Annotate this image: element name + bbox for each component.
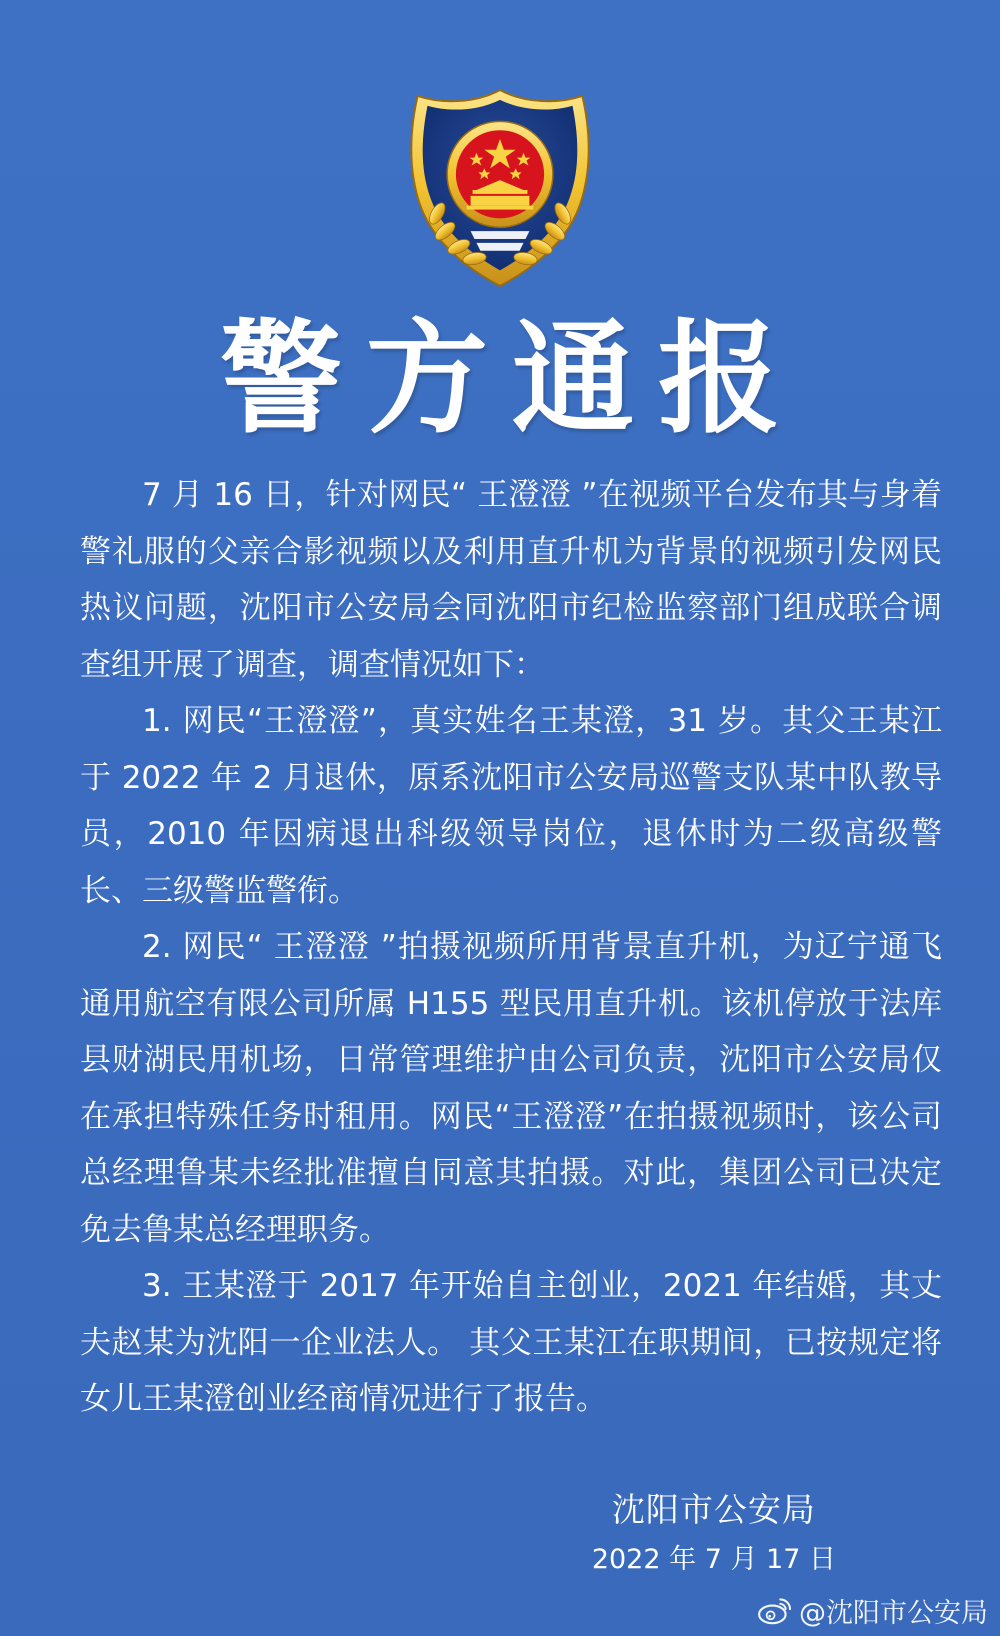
paragraph-item-3: 3. 王某澄于 2017 年开始自主创业，2021 年结婚，其丈夫赵某为沈阳一企业法人。 其父王某江在职期间，已按规定将女儿王某澄创业经商情况进行了报告。 xyxy=(80,1268,942,1417)
notice-title: 警方通报 xyxy=(220,306,804,450)
notice-body xyxy=(80,467,942,1428)
signature-date: 2022 年 7 月 17 日 xyxy=(591,1544,836,1575)
paragraph-intro: 7 月 16 日，针对网民“ 王澄澄 ”在视频平台发布其与身着警礼服的父亲合影视频以及利用直升机为背景的视频引发网民热议问题，沈阳市公安局会同沈阳市纪检监察部门组成联合调查组开展了调查，调查情况如下： xyxy=(80,477,942,683)
signature-organization: 沈阳市公安局 xyxy=(611,1490,816,1529)
weibo-watermark xyxy=(757,1590,988,1630)
signature-block xyxy=(592,1488,836,1580)
paragraph-item-2: 2. 网民“ 王澄澄 ”拍摄视频所用背景直升机，为辽宁通飞通用航空有限公司所属 H155 型民用直升机。该机停放于法库县财湖民用机场，日常管理维护由公司负责，沈阳市公安局仅在承担特殊任务时租用。网民“王澄澄”在拍摄视频时，该公司总经理鲁某未经批准擅自同意其拍摄。对此，集团公司已决定免去鲁某总经理职务。 xyxy=(80,929,942,1248)
weibo-icon xyxy=(757,1595,793,1625)
police-emblem-icon xyxy=(402,84,598,294)
watermark-account: @沈阳市公安局 xyxy=(799,1597,988,1629)
paragraph-item-1: 1. 网民“王澄澄”，真实姓名王某澄，31 岁。其父王某江于 2022 年 2 月退休，原系沈阳市公安局巡警支队某中队教导员，2010 年因病退出科级领导岗位，退休时为二级高级警长、三级警监警衔。 xyxy=(80,703,942,909)
